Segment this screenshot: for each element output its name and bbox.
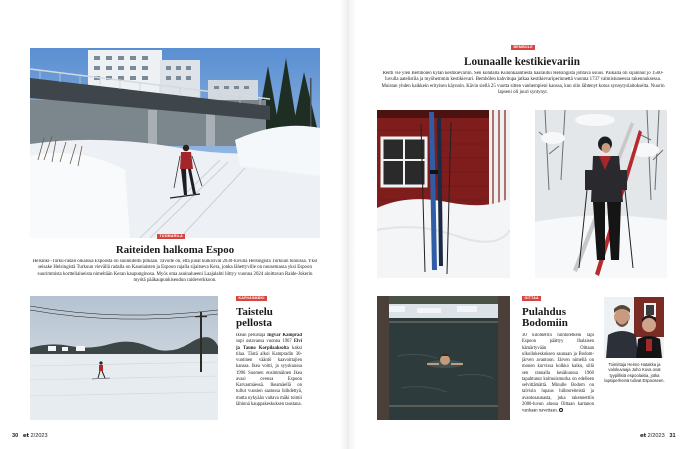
- folio-left: [12, 433, 48, 440]
- photo-woman-skier: [535, 110, 667, 278]
- photo-field-image: [30, 296, 218, 420]
- person-name-kamprad: Ingvar Kamprad: [267, 333, 302, 338]
- photo-ice-swimmer-image: [377, 296, 510, 420]
- end-mark-icon: [559, 408, 563, 412]
- location-tag-lounas: BEMBÖLE: [511, 45, 535, 50]
- article-body-taistelu: [236, 333, 302, 423]
- magazine-logo: et: [640, 433, 647, 439]
- article-body-pulahdus: [522, 333, 594, 425]
- body-text: kaksi tilaa. Tästä alkoi Kampradin 30-vuotinen vääntö kaavoittajien kanssa. Ikea voitti, ja syyskuussa 1996 Suomen ensimmäinen Ikea avasi ovensa Espoon Karvasmäessä. Ikeamäellä on tullut vuosien saatossa hiihdettyä, mutta nykyään valtava mäki toimii lähinnä kauppakeskuksen taustana.: [236, 345, 302, 407]
- photo-woman-image: [535, 110, 667, 278]
- photo-railway-bridge-skier: [30, 48, 320, 238]
- location-tag-taistelu: KARVASMÄKI: [236, 296, 267, 301]
- photo-skis-image: [377, 110, 510, 278]
- page-number: 31: [669, 433, 676, 439]
- body-text: sopi ostavansa vuonna 1967: [236, 339, 294, 345]
- photo-authors-portrait: [604, 297, 664, 358]
- location-tag-pulahdus: OITTAA: [522, 296, 541, 301]
- page-number: 30: [12, 433, 19, 439]
- article-body-raiteet: Helsinki–Turku-radan oikaisua Espoosta on suunniteltu pitkään. Tavoite on, että junat kulkisivat 2030-luvulla Helsingistä Turkuun tunnissa. Yksi seisake Helsingistä Turkuun vievällä radalla on Kauniaisten ja Espoon rajalla sijaitseva Kera, jonka lähettyville on nousemassa yksi Espoon suurimmista korttelialueista nimeltään Keran kaupunginosa. Myös oma asuinalueeni Laajalahti liittyy vuonna 2024 aloittavan Raide-Jokerin myötä pääkaupunkiseudun raideverkkoon.: [32, 259, 318, 283]
- photo-ice-swimmer: [377, 296, 510, 420]
- body-text: Ikean perustaja: [236, 333, 268, 338]
- photo-railway-bridge-image: [30, 48, 320, 238]
- spine-fold: [340, 0, 356, 449]
- photo-skis-red-house: [377, 110, 510, 278]
- article-title-lounas: Lounaalle kestikievariin: [464, 56, 580, 68]
- photo-field-skier: [30, 296, 218, 420]
- folio-right: [640, 433, 676, 440]
- magazine-logo: et: [22, 433, 29, 439]
- article-title-pulahdus: Pulahdus Bodomiin: [522, 306, 568, 330]
- article-body-lounas: Reitti vie ylen Bembölen kylän kestikievariin. Sen kohdalla Kuninkaantiestä haarautui Helsingistä johtava osuus. Paikalla oli sijainnut jo 1560-luvulla aatelistila ja myöhemmin kestikievari. Bembölen kahvitupa jatkaa kestikievariperinnettä vuonna 1737 valmistuneessa rakennuksessa. Muistan yhden kaikkein erityisen käynnin. Kävin siellä 25 vuotta sitten vanhempieni kanssa, kun olin lähtenyt kotoa synnytyslaitokselta. Nuorin lapseni oli juuri syntynyt.: [381, 71, 665, 95]
- photo-authors-image: [604, 297, 664, 358]
- article-title-taistelu: Taistelu pellosta: [236, 306, 273, 330]
- issue-number: 2/2023: [30, 433, 48, 439]
- location-tag-raiteet: TUOMARILA: [157, 234, 185, 239]
- article-title-raiteet: Raiteiden halkoma Espoo: [115, 244, 235, 256]
- issue-number: 2/2023: [647, 433, 665, 439]
- person-name-korpilaakso: Elvi ja Tauno Korpilaaksolta: [236, 339, 302, 351]
- photo-caption-authors: Toimittaja Heimo Hatakka ja valokuvaaja Juho Kuva ovat tyypillisiä espoolaisia, jotka lapsiperheinä tulivat Espooseen.: [604, 362, 665, 384]
- body-text: 30 kilometrin hiihtoretkeni läpi Espoon päättyy Ihalaisen hämärtyvään Oittaan ulkoilukeskuksen saunaan ja Bodom-järven avantoon. Järven nimellä on monen korvissa kolkko kaiku, sillä sen rannalla kesäkuussa 1960 tapahtunut kolmoismurha on edelleen selvittämättä. Minulle Bodom on talvisin lupaus hiihtoreiteistä ja avantosaunasta, joka rakennettiin 2000-luvun alussa Oittaan kartanon vanhaan navettaan.: [522, 333, 594, 414]
